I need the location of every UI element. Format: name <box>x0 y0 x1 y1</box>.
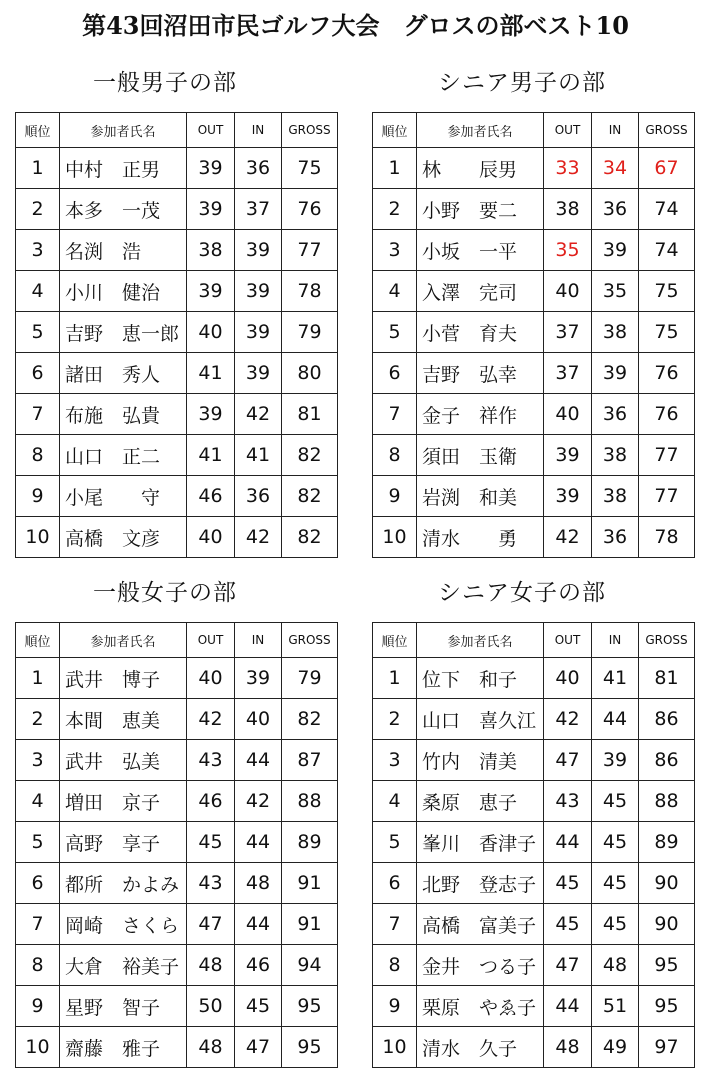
table-row <box>373 1027 695 1068</box>
header-gross: GROSS <box>639 113 695 148</box>
rank-cell: 1 <box>373 148 417 189</box>
in-score-cell: 36 <box>235 476 282 517</box>
header-out: OUT <box>187 113 235 148</box>
participant-name-cell: 金子 祥作 <box>417 394 544 435</box>
gross-score-cell: 95 <box>639 945 695 986</box>
header-name: 参加者氏名 <box>60 113 187 148</box>
out-score-cell: 39 <box>187 394 235 435</box>
participant-name-cell: 小坂 一平 <box>417 230 544 271</box>
table-header-row <box>373 113 695 148</box>
participant-name-cell: 星野 智子 <box>60 986 187 1027</box>
in-score-cell: 38 <box>592 435 639 476</box>
out-score-cell: 38 <box>544 189 592 230</box>
gross-score-cell: 86 <box>639 740 695 781</box>
results-table <box>15 622 338 1068</box>
in-score-cell: 42 <box>235 394 282 435</box>
out-score-cell: 48 <box>544 1027 592 1068</box>
gross-score-cell: 76 <box>282 189 338 230</box>
section-title: シニア女子の部 <box>438 580 606 606</box>
participant-name-cell: 増田 京子 <box>60 781 187 822</box>
gross-score-cell: 76 <box>639 394 695 435</box>
table-header-row <box>16 113 338 148</box>
participant-name-cell: 布施 弘貴 <box>60 394 187 435</box>
participant-name-cell: 山口 正二 <box>60 435 187 476</box>
rank-cell: 5 <box>373 312 417 353</box>
gross-score-cell: 88 <box>282 781 338 822</box>
participant-name-cell: 吉野 恵一郎 <box>60 312 187 353</box>
participant-name-cell: 金井 つる子 <box>417 945 544 986</box>
in-score-cell: 51 <box>592 986 639 1027</box>
table-row <box>373 699 695 740</box>
in-score-cell: 36 <box>235 148 282 189</box>
rank-cell: 7 <box>16 904 60 945</box>
in-score-cell: 34 <box>592 148 639 189</box>
gross-score-cell: 97 <box>639 1027 695 1068</box>
in-score-cell: 47 <box>235 1027 282 1068</box>
table-row <box>16 1027 338 1068</box>
table-row <box>373 822 695 863</box>
participant-name-cell: 峯川 香津子 <box>417 822 544 863</box>
section-title: 一般男子の部 <box>93 70 237 96</box>
in-score-cell: 39 <box>235 353 282 394</box>
table-row <box>16 986 338 1027</box>
participant-name-cell: 中村 正男 <box>60 148 187 189</box>
header-rank: 順位 <box>373 113 417 148</box>
rank-cell: 8 <box>373 945 417 986</box>
out-score-cell: 41 <box>187 435 235 476</box>
rank-cell: 3 <box>16 740 60 781</box>
rank-cell: 7 <box>373 904 417 945</box>
participant-name-cell: 武井 博子 <box>60 658 187 699</box>
table-row <box>16 904 338 945</box>
gross-score-cell: 90 <box>639 904 695 945</box>
in-score-cell: 40 <box>235 699 282 740</box>
in-score-cell: 46 <box>235 945 282 986</box>
out-score-cell: 40 <box>544 658 592 699</box>
gross-score-cell: 76 <box>639 353 695 394</box>
rank-cell: 2 <box>16 699 60 740</box>
header-name: 参加者氏名 <box>60 623 187 658</box>
header-rank: 順位 <box>373 623 417 658</box>
rank-cell: 7 <box>16 394 60 435</box>
rank-cell: 2 <box>373 189 417 230</box>
header-in: IN <box>592 113 639 148</box>
rank-cell: 8 <box>16 945 60 986</box>
section-title: 一般女子の部 <box>93 580 237 606</box>
gross-score-cell: 77 <box>282 230 338 271</box>
table-row <box>373 353 695 394</box>
header-out: OUT <box>544 113 592 148</box>
gross-score-cell: 67 <box>639 148 695 189</box>
gross-score-cell: 75 <box>282 148 338 189</box>
in-score-cell: 38 <box>592 476 639 517</box>
table-row <box>16 658 338 699</box>
out-score-cell: 45 <box>187 822 235 863</box>
in-score-cell: 49 <box>592 1027 639 1068</box>
out-score-cell: 39 <box>187 189 235 230</box>
out-score-cell: 43 <box>544 781 592 822</box>
gross-score-cell: 78 <box>639 517 695 558</box>
table-row <box>373 781 695 822</box>
out-score-cell: 42 <box>187 699 235 740</box>
participant-name-cell: 大倉 裕美子 <box>60 945 187 986</box>
participant-name-cell: 山口 喜久江 <box>417 699 544 740</box>
gross-score-cell: 89 <box>639 822 695 863</box>
table-row <box>16 781 338 822</box>
rank-cell: 4 <box>16 271 60 312</box>
out-score-cell: 43 <box>187 863 235 904</box>
header-gross: GROSS <box>282 113 338 148</box>
gross-score-cell: 79 <box>282 658 338 699</box>
gross-score-cell: 95 <box>282 1027 338 1068</box>
table-row <box>16 476 338 517</box>
table-header-row <box>16 623 338 658</box>
participant-name-cell: 入澤 完司 <box>417 271 544 312</box>
table-row <box>373 394 695 435</box>
gross-score-cell: 94 <box>282 945 338 986</box>
out-score-cell: 40 <box>187 517 235 558</box>
out-score-cell: 47 <box>544 740 592 781</box>
table-row <box>16 230 338 271</box>
in-score-cell: 44 <box>235 740 282 781</box>
out-score-cell: 47 <box>187 904 235 945</box>
table-row <box>373 517 695 558</box>
table-row <box>16 435 338 476</box>
table-row <box>16 863 338 904</box>
in-score-cell: 39 <box>235 271 282 312</box>
participant-name-cell: 武井 弘美 <box>60 740 187 781</box>
rank-cell: 3 <box>373 740 417 781</box>
in-score-cell: 41 <box>235 435 282 476</box>
participant-name-cell: 小野 要二 <box>417 189 544 230</box>
rank-cell: 6 <box>373 863 417 904</box>
out-score-cell: 39 <box>187 148 235 189</box>
participant-name-cell: 小菅 育夫 <box>417 312 544 353</box>
in-score-cell: 45 <box>592 904 639 945</box>
participant-name-cell: 北野 登志子 <box>417 863 544 904</box>
header-out: OUT <box>187 623 235 658</box>
table-row <box>16 699 338 740</box>
rank-cell: 8 <box>373 435 417 476</box>
participant-name-cell: 高野 享子 <box>60 822 187 863</box>
participant-name-cell: 林 辰男 <box>417 148 544 189</box>
header-name: 参加者氏名 <box>417 623 544 658</box>
table-row <box>373 148 695 189</box>
rank-cell: 5 <box>373 822 417 863</box>
out-score-cell: 40 <box>544 271 592 312</box>
gross-score-cell: 81 <box>639 658 695 699</box>
gross-score-cell: 91 <box>282 863 338 904</box>
participant-name-cell: 都所 かよみ <box>60 863 187 904</box>
rank-cell: 2 <box>16 189 60 230</box>
rank-cell: 8 <box>16 435 60 476</box>
gross-score-cell: 90 <box>639 863 695 904</box>
participant-name-cell: 吉野 弘幸 <box>417 353 544 394</box>
rank-cell: 9 <box>16 986 60 1027</box>
table-row <box>16 740 338 781</box>
in-score-cell: 44 <box>592 699 639 740</box>
gross-score-cell: 87 <box>282 740 338 781</box>
gross-score-cell: 88 <box>639 781 695 822</box>
participant-name-cell: 清水 勇 <box>417 517 544 558</box>
in-score-cell: 42 <box>235 781 282 822</box>
header-in: IN <box>235 623 282 658</box>
participant-name-cell: 名渕 浩 <box>60 230 187 271</box>
gross-score-cell: 79 <box>282 312 338 353</box>
out-score-cell: 42 <box>544 699 592 740</box>
rank-cell: 1 <box>373 658 417 699</box>
gross-score-cell: 82 <box>282 699 338 740</box>
gross-score-cell: 80 <box>282 353 338 394</box>
out-score-cell: 50 <box>187 986 235 1027</box>
out-score-cell: 40 <box>187 312 235 353</box>
out-score-cell: 37 <box>544 353 592 394</box>
rank-cell: 9 <box>373 476 417 517</box>
out-score-cell: 41 <box>187 353 235 394</box>
rank-cell: 2 <box>373 699 417 740</box>
participant-name-cell: 小川 健治 <box>60 271 187 312</box>
out-score-cell: 37 <box>544 312 592 353</box>
participant-name-cell: 高橋 富美子 <box>417 904 544 945</box>
in-score-cell: 44 <box>235 904 282 945</box>
gross-score-cell: 81 <box>282 394 338 435</box>
rank-cell: 5 <box>16 822 60 863</box>
in-score-cell: 39 <box>235 230 282 271</box>
participant-name-cell: 本間 恵美 <box>60 699 187 740</box>
header-out: OUT <box>544 623 592 658</box>
out-score-cell: 48 <box>187 1027 235 1068</box>
gross-score-cell: 77 <box>639 476 695 517</box>
section-title: シニア男子の部 <box>438 70 606 96</box>
header-gross: GROSS <box>639 623 695 658</box>
rank-cell: 1 <box>16 658 60 699</box>
rank-cell: 6 <box>16 863 60 904</box>
out-score-cell: 35 <box>544 230 592 271</box>
participant-name-cell: 高橋 文彦 <box>60 517 187 558</box>
table-row <box>16 822 338 863</box>
participant-name-cell: 竹内 清美 <box>417 740 544 781</box>
out-score-cell: 39 <box>544 476 592 517</box>
table-row <box>16 312 338 353</box>
participant-name-cell: 岩渕 和美 <box>417 476 544 517</box>
gross-score-cell: 77 <box>639 435 695 476</box>
rank-cell: 4 <box>373 271 417 312</box>
results-table <box>372 112 695 558</box>
gross-score-cell: 75 <box>639 271 695 312</box>
participant-name-cell: 位下 和子 <box>417 658 544 699</box>
in-score-cell: 39 <box>235 658 282 699</box>
table-row <box>373 435 695 476</box>
participant-name-cell: 清水 久子 <box>417 1027 544 1068</box>
out-score-cell: 40 <box>187 658 235 699</box>
gross-score-cell: 78 <box>282 271 338 312</box>
table-row <box>16 271 338 312</box>
table-row <box>16 394 338 435</box>
rank-cell: 10 <box>16 1027 60 1068</box>
rank-cell: 3 <box>16 230 60 271</box>
out-score-cell: 44 <box>544 822 592 863</box>
in-score-cell: 36 <box>592 189 639 230</box>
table-row <box>373 476 695 517</box>
gross-score-cell: 74 <box>639 230 695 271</box>
in-score-cell: 35 <box>592 271 639 312</box>
participant-name-cell: 須田 玉衛 <box>417 435 544 476</box>
gross-score-cell: 89 <box>282 822 338 863</box>
gross-score-cell: 95 <box>639 986 695 1027</box>
table-row <box>16 945 338 986</box>
participant-name-cell: 岡崎 さくら <box>60 904 187 945</box>
rank-cell: 9 <box>16 476 60 517</box>
out-score-cell: 45 <box>544 863 592 904</box>
header-name: 参加者氏名 <box>417 113 544 148</box>
header-in: IN <box>235 113 282 148</box>
rank-cell: 3 <box>373 230 417 271</box>
table-row <box>373 271 695 312</box>
participant-name-cell: 小尾 守 <box>60 476 187 517</box>
rank-cell: 6 <box>16 353 60 394</box>
out-score-cell: 46 <box>187 781 235 822</box>
in-score-cell: 39 <box>235 312 282 353</box>
header-gross: GROSS <box>282 623 338 658</box>
in-score-cell: 42 <box>235 517 282 558</box>
table-row <box>16 517 338 558</box>
in-score-cell: 45 <box>235 986 282 1027</box>
in-score-cell: 37 <box>235 189 282 230</box>
rank-cell: 9 <box>373 986 417 1027</box>
in-score-cell: 45 <box>592 863 639 904</box>
in-score-cell: 48 <box>235 863 282 904</box>
in-score-cell: 45 <box>592 781 639 822</box>
out-score-cell: 44 <box>544 986 592 1027</box>
results-table <box>372 622 695 1068</box>
participant-name-cell: 栗原 やゑ子 <box>417 986 544 1027</box>
out-score-cell: 43 <box>187 740 235 781</box>
header-rank: 順位 <box>16 623 60 658</box>
gross-score-cell: 75 <box>639 312 695 353</box>
in-score-cell: 39 <box>592 740 639 781</box>
gross-score-cell: 82 <box>282 517 338 558</box>
gross-score-cell: 86 <box>639 699 695 740</box>
out-score-cell: 42 <box>544 517 592 558</box>
results-table <box>15 112 338 558</box>
rank-cell: 4 <box>16 781 60 822</box>
out-score-cell: 48 <box>187 945 235 986</box>
participant-name-cell: 齋藤 雅子 <box>60 1027 187 1068</box>
gross-score-cell: 95 <box>282 986 338 1027</box>
table-row <box>16 148 338 189</box>
in-score-cell: 39 <box>592 230 639 271</box>
gross-score-cell: 74 <box>639 189 695 230</box>
out-score-cell: 40 <box>544 394 592 435</box>
table-row <box>373 904 695 945</box>
rank-cell: 6 <box>373 353 417 394</box>
table-row <box>373 230 695 271</box>
in-score-cell: 36 <box>592 517 639 558</box>
participant-name-cell: 諸田 秀人 <box>60 353 187 394</box>
rank-cell: 7 <box>373 394 417 435</box>
rank-cell: 5 <box>16 312 60 353</box>
table-row <box>373 189 695 230</box>
table-header-row <box>373 623 695 658</box>
table-row <box>373 658 695 699</box>
rank-cell: 10 <box>373 517 417 558</box>
table-row <box>373 740 695 781</box>
out-score-cell: 38 <box>187 230 235 271</box>
participant-name-cell: 桑原 恵子 <box>417 781 544 822</box>
header-rank: 順位 <box>16 113 60 148</box>
out-score-cell: 39 <box>187 271 235 312</box>
rank-cell: 1 <box>16 148 60 189</box>
table-row <box>373 863 695 904</box>
in-score-cell: 48 <box>592 945 639 986</box>
gross-score-cell: 82 <box>282 476 338 517</box>
out-score-cell: 46 <box>187 476 235 517</box>
rank-cell: 4 <box>373 781 417 822</box>
table-row <box>373 312 695 353</box>
in-score-cell: 38 <box>592 312 639 353</box>
out-score-cell: 45 <box>544 904 592 945</box>
in-score-cell: 44 <box>235 822 282 863</box>
header-in: IN <box>592 623 639 658</box>
rank-cell: 10 <box>16 517 60 558</box>
in-score-cell: 45 <box>592 822 639 863</box>
in-score-cell: 36 <box>592 394 639 435</box>
page-title: 第43回沼田市民ゴルフ大会 グロスの部ベスト10 <box>82 11 629 40</box>
gross-score-cell: 91 <box>282 904 338 945</box>
in-score-cell: 39 <box>592 353 639 394</box>
out-score-cell: 47 <box>544 945 592 986</box>
table-row <box>373 986 695 1027</box>
out-score-cell: 33 <box>544 148 592 189</box>
table-row <box>16 189 338 230</box>
table-row <box>16 353 338 394</box>
participant-name-cell: 本多 一茂 <box>60 189 187 230</box>
rank-cell: 10 <box>373 1027 417 1068</box>
out-score-cell: 39 <box>544 435 592 476</box>
table-row <box>373 945 695 986</box>
in-score-cell: 41 <box>592 658 639 699</box>
gross-score-cell: 82 <box>282 435 338 476</box>
